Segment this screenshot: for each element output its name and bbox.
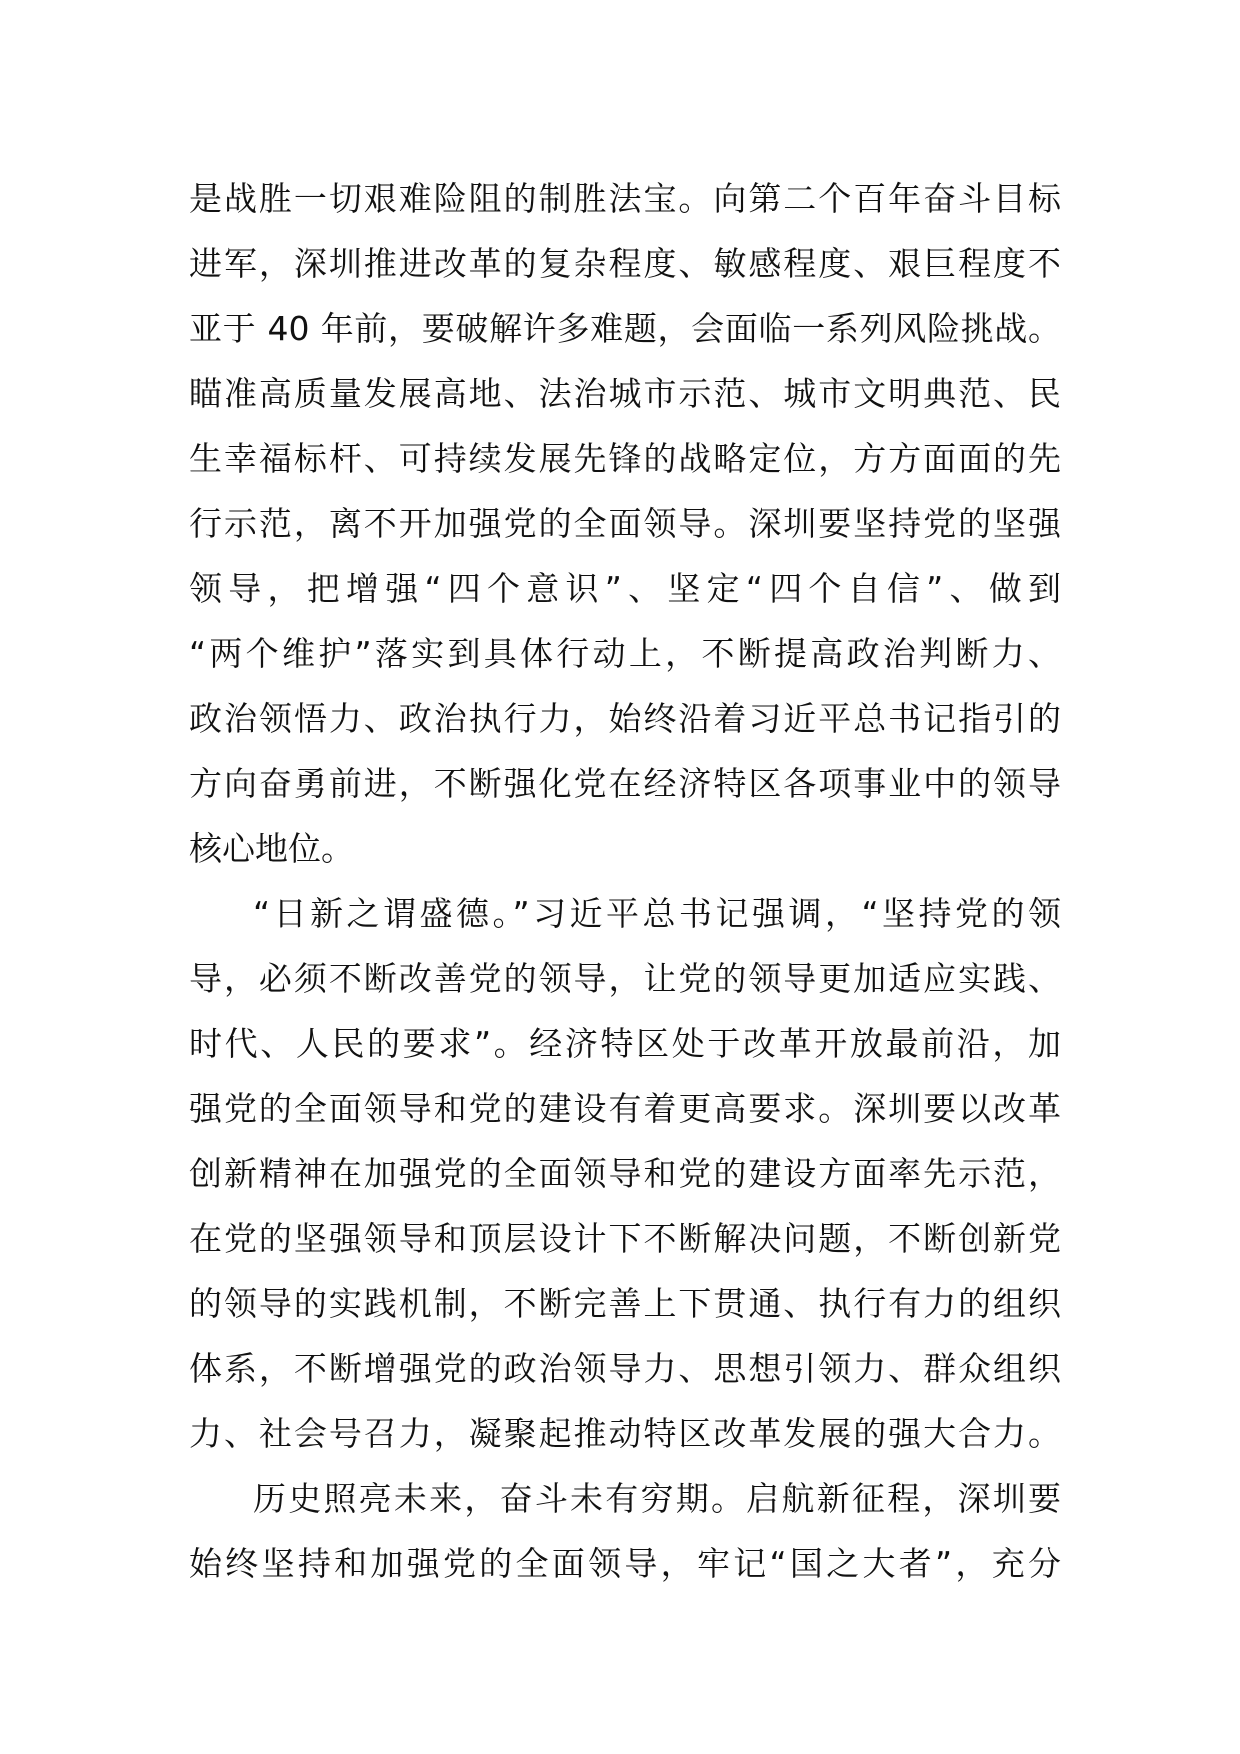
text-line: 生幸福标杆、可持续发展先锋的战略定位，方方面面的先 bbox=[189, 439, 1061, 478]
text-line: “两个维护”落实到具体行动上，不断提高政治判断力、 bbox=[189, 634, 1061, 673]
text-line: 领导，把增强“四个意识”、坚定“四个自信”、做到 bbox=[189, 569, 1061, 608]
text-line: 方向奋勇前进，不断强化党在经济特区各项事业中的领导 bbox=[189, 764, 1061, 803]
text-line: 是战胜一切艰难险阻的制胜法宝。向第二个百年奋斗目标 bbox=[189, 179, 1061, 218]
text-line: 导，必须不断改善党的领导，让党的领导更加适应实践、 bbox=[189, 959, 1061, 998]
text-line: 亚于 40 年前，要破解许多难题，会面临一系列风险挑战。 bbox=[189, 309, 1061, 348]
text-line: 政治领悟力、政治执行力，始终沿着习近平总书记指引的 bbox=[189, 699, 1061, 738]
text-line: 进军，深圳推进改革的复杂程度、敏感程度、艰巨程度不 bbox=[189, 244, 1061, 283]
text-line: 核心地位。 bbox=[189, 829, 354, 868]
text-line: 创新精神在加强党的全面领导和党的建设方面率先示范， bbox=[189, 1154, 1061, 1193]
text-line: 体系，不断增强党的政治领导力、思想引领力、群众组织 bbox=[189, 1349, 1061, 1388]
text-line: 时代、人民的要求”。经济特区处于改革开放最前沿，加 bbox=[189, 1024, 1061, 1063]
text-line: 历史照亮未来，奋斗未有穷期。启航新征程，深圳要 bbox=[253, 1479, 1061, 1518]
body-text bbox=[189, 166, 1061, 1596]
text-line: 在党的坚强领导和顶层设计下不断解决问题，不断创新党 bbox=[189, 1219, 1061, 1258]
text-line: 力、社会号召力，凝聚起推动特区改革发展的强大合力。 bbox=[189, 1414, 1061, 1453]
text-line: “日新之谓盛德。”习近平总书记强调，“坚持党的领 bbox=[253, 894, 1061, 933]
text-line: 的领导的实践机制，不断完善上下贯通、执行有力的组织 bbox=[189, 1284, 1061, 1323]
text-line: 始终坚持和加强党的全面领导，牢记“国之大者”，充分 bbox=[189, 1544, 1061, 1583]
text-line: 强党的全面领导和党的建设有着更高要求。深圳要以改革 bbox=[189, 1089, 1061, 1128]
text-line: 瞄准高质量发展高地、法治城市示范、城市文明典范、民 bbox=[189, 374, 1061, 413]
text-line: 行示范，离不开加强党的全面领导。深圳要坚持党的坚强 bbox=[189, 504, 1061, 543]
